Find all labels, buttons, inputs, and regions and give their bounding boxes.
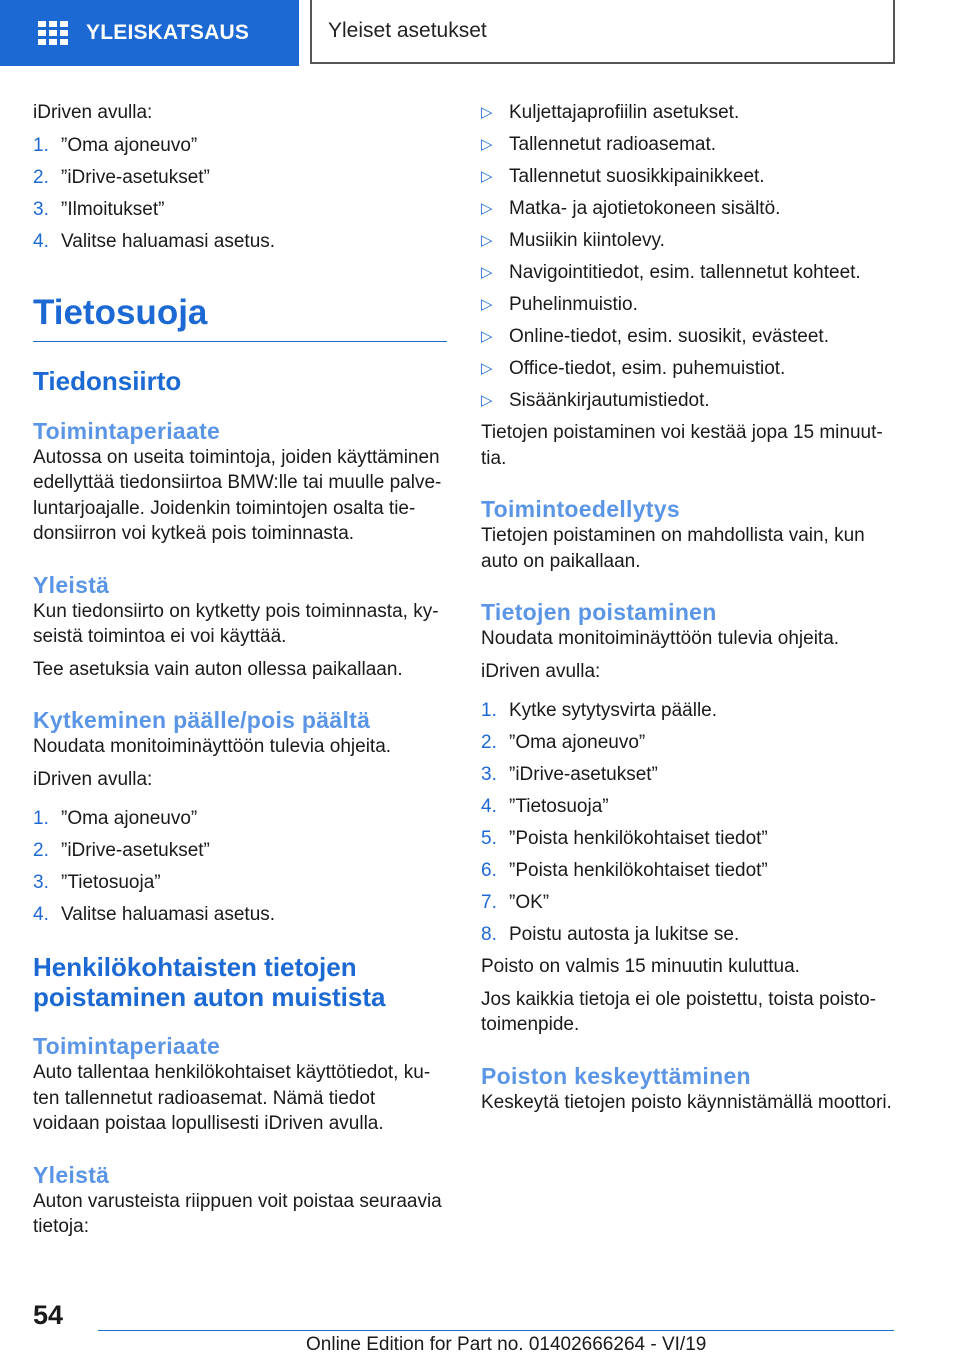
bullet-text: Musiikin kiintolevy. bbox=[509, 230, 665, 251]
step-text: ”Oma ajoneuvo” bbox=[61, 808, 198, 829]
grid-menu-icon bbox=[38, 21, 68, 45]
list-item bbox=[33, 870, 447, 896]
bullet-text: Puhelinmuistio. bbox=[509, 294, 638, 315]
list-item bbox=[33, 902, 447, 928]
step-text: Valitse haluamasi asetus. bbox=[61, 904, 276, 925]
deletable-data-list bbox=[481, 100, 901, 414]
step-number: 1. bbox=[33, 808, 49, 829]
list-item bbox=[481, 922, 901, 948]
list-item bbox=[481, 890, 901, 916]
section-title: Tietosuoja bbox=[33, 292, 208, 332]
list-item bbox=[33, 229, 447, 255]
triangle-bullet-icon: ▷ bbox=[481, 264, 493, 281]
step-number: 2. bbox=[33, 166, 49, 188]
step-number: 8. bbox=[481, 924, 497, 945]
toggle-text-1: Noudata monitoiminäyttöön tulevia ohjeita. bbox=[33, 736, 392, 757]
list-item bbox=[481, 164, 901, 190]
step-number: 4. bbox=[33, 904, 49, 925]
principle-2-text: Auto tallentaa henkilökohtaiset käyttötiedot, kuten tallennetut radioasemat. Nämä tiedot voidaan poistaa lopullisesti iDriven avulla. bbox=[33, 1062, 431, 1134]
step-text: ”OK” bbox=[509, 892, 550, 913]
step-text: ”Poista henkilökohtaiset tiedot” bbox=[509, 828, 768, 849]
list-item bbox=[481, 324, 901, 350]
step-number: 3. bbox=[33, 198, 49, 220]
triangle-bullet-icon: ▷ bbox=[481, 136, 493, 153]
triangle-bullet-icon: ▷ bbox=[481, 328, 493, 345]
step-text: Poistu autosta ja lukitse se. bbox=[509, 924, 740, 945]
list-item bbox=[481, 698, 901, 724]
principle-text: Autossa on useita toimintoja, joiden käyttäminen edellyttää tiedonsiirtoa BMW:lle tai muulle palveluntarjoajalle. Joidenkin toimintojen osalta tiedonsiirron voi kytkeä pois toiminnasta. bbox=[33, 446, 442, 544]
list-item bbox=[481, 292, 901, 318]
heading-principle-2: Toimintaperiaate bbox=[33, 1033, 221, 1059]
step-number: 1. bbox=[33, 134, 49, 156]
list-item bbox=[33, 806, 447, 832]
bullet-text: Matka- ja ajotietokoneen sisältö. bbox=[509, 198, 781, 219]
general-2-text: Auton varusteista riippuen voit poistaa seuraavia tietoja: bbox=[33, 1190, 442, 1237]
list-item bbox=[481, 826, 901, 852]
heading-toggle: Kytkeminen päälle/pois päältä bbox=[33, 707, 371, 733]
condition-text: Tietojen poistaminen on mahdollista vain, kun auto on paikallaan. bbox=[481, 525, 865, 572]
right-column bbox=[481, 100, 901, 1122]
list-item bbox=[481, 260, 901, 286]
delete-text-1: Noudata monitoiminäyttöön tulevia ohjeita. bbox=[481, 628, 840, 649]
step-text: ”iDrive-asetukset” bbox=[61, 840, 210, 861]
step-text: ”Oma ajoneuvo” bbox=[61, 134, 198, 156]
page-header bbox=[0, 0, 960, 66]
bullet-text: Sisäänkirjautumistiedot. bbox=[509, 390, 710, 411]
step-text: ”Oma ajoneuvo” bbox=[509, 732, 646, 753]
left-column bbox=[33, 100, 447, 1247]
steps-list-2 bbox=[33, 806, 447, 928]
heading-condition: Toimintoedellytys bbox=[481, 496, 680, 522]
list-item bbox=[481, 356, 901, 382]
delete-text-2: iDriven avulla: bbox=[481, 660, 601, 682]
bullet-text: Online-tiedot, esim. suosikit, evästeet. bbox=[509, 326, 829, 347]
section-tab-label: YLEISKATSAUS bbox=[86, 21, 250, 44]
steps-list-1 bbox=[33, 133, 447, 255]
page-number: 54 bbox=[33, 1300, 64, 1330]
list-item bbox=[33, 838, 447, 864]
list-item bbox=[481, 388, 901, 414]
triangle-bullet-icon: ▷ bbox=[481, 200, 493, 217]
list-item bbox=[33, 133, 447, 159]
toggle-text-2: iDriven avulla: bbox=[33, 768, 153, 790]
list-item bbox=[481, 132, 901, 158]
step-number: 3. bbox=[33, 872, 49, 893]
heading-general: Yleistä bbox=[33, 571, 110, 598]
general-text-2: Tee asetuksia vain auton ollessa paikallaan. bbox=[33, 658, 403, 680]
bullet-text: Navigointitiedot, esim. tallennetut kohteet. bbox=[509, 262, 861, 283]
section-tab[interactable] bbox=[0, 0, 299, 66]
intro-text: iDriven avulla: bbox=[33, 102, 153, 123]
list-item bbox=[481, 794, 901, 820]
heading-cancel: Poiston keskeyttäminen bbox=[481, 1062, 751, 1089]
list-item bbox=[481, 762, 901, 788]
bullet-text: Office-tiedot, esim. puhemuistiot. bbox=[509, 358, 786, 379]
step-number: 2. bbox=[481, 732, 497, 753]
heading-general-2: Yleistä bbox=[33, 1161, 110, 1188]
triangle-bullet-icon: ▷ bbox=[481, 168, 493, 185]
triangle-bullet-icon: ▷ bbox=[481, 392, 493, 409]
step-number: 6. bbox=[481, 860, 497, 881]
edition-text: Online Edition for Part no. 01402666264 - VI/19 bbox=[306, 1334, 707, 1355]
step-number: 4. bbox=[33, 230, 49, 252]
chapter-tab[interactable] bbox=[310, 0, 895, 64]
cancel-text: Keskeytä tietojen poisto käynnistämällä moottori. bbox=[481, 1091, 892, 1113]
heading-transfer: Tiedonsiirto bbox=[33, 365, 182, 396]
bullet-text: Kuljettajaprofiilin asetukset. bbox=[509, 102, 740, 123]
list-item bbox=[33, 197, 447, 223]
list-item bbox=[33, 165, 447, 191]
list-item bbox=[481, 228, 901, 254]
heading-personal-data: Henkilökohtaisten tietojen poistaminen auton muistista bbox=[33, 952, 386, 1012]
list-item bbox=[481, 196, 901, 222]
step-text: ”iDrive-asetukset” bbox=[509, 764, 658, 785]
general-text-1: Kun tiedonsiirto on kytketty pois toiminnasta, kyseistä toimintoa ei voi käyttää. bbox=[33, 600, 439, 647]
chapter-tab-label: Yleiset asetukset bbox=[328, 19, 487, 42]
triangle-bullet-icon: ▷ bbox=[481, 104, 493, 121]
bullet-text: Tallennetut suosikkipainikkeet. bbox=[509, 166, 765, 187]
bullet-text: Tallennetut radioasemat. bbox=[509, 134, 717, 155]
step-text: ”iDrive-asetukset” bbox=[61, 166, 210, 188]
list-item bbox=[481, 858, 901, 884]
step-number: 5. bbox=[481, 828, 497, 849]
step-number: 2. bbox=[33, 840, 49, 861]
repeat-text: Jos kaikkia tietoja ei ole poistettu, toista poistotoimenpide. bbox=[481, 988, 876, 1035]
footer-divider bbox=[98, 1330, 894, 1331]
list-item bbox=[481, 730, 901, 756]
step-number: 7. bbox=[481, 892, 497, 913]
step-text: ”Tietosuoja” bbox=[509, 796, 609, 817]
step-text: ”Ilmoitukset” bbox=[61, 198, 165, 220]
list-item bbox=[481, 100, 901, 126]
steps-list-3 bbox=[481, 698, 901, 948]
step-number: 4. bbox=[481, 796, 497, 817]
step-text: ”Tietosuoja” bbox=[61, 872, 161, 893]
triangle-bullet-icon: ▷ bbox=[481, 296, 493, 313]
heading-principle: Toimintaperiaate bbox=[33, 417, 221, 444]
step-text: Valitse haluamasi asetus. bbox=[61, 230, 276, 252]
triangle-bullet-icon: ▷ bbox=[481, 232, 493, 249]
step-text: Kytke sytytysvirta päälle. bbox=[509, 700, 718, 721]
step-number: 1. bbox=[481, 700, 497, 721]
triangle-bullet-icon: ▷ bbox=[481, 360, 493, 377]
step-number: 3. bbox=[481, 764, 497, 785]
step-text: ”Poista henkilökohtaiset tiedot” bbox=[509, 860, 768, 881]
duration-text: Tietojen poistaminen voi kestää jopa 15 minuuttia. bbox=[481, 422, 883, 469]
heading-delete: Tietojen poistaminen bbox=[481, 599, 717, 625]
done-text: Poisto on valmis 15 minuutin kuluttua. bbox=[481, 956, 800, 977]
